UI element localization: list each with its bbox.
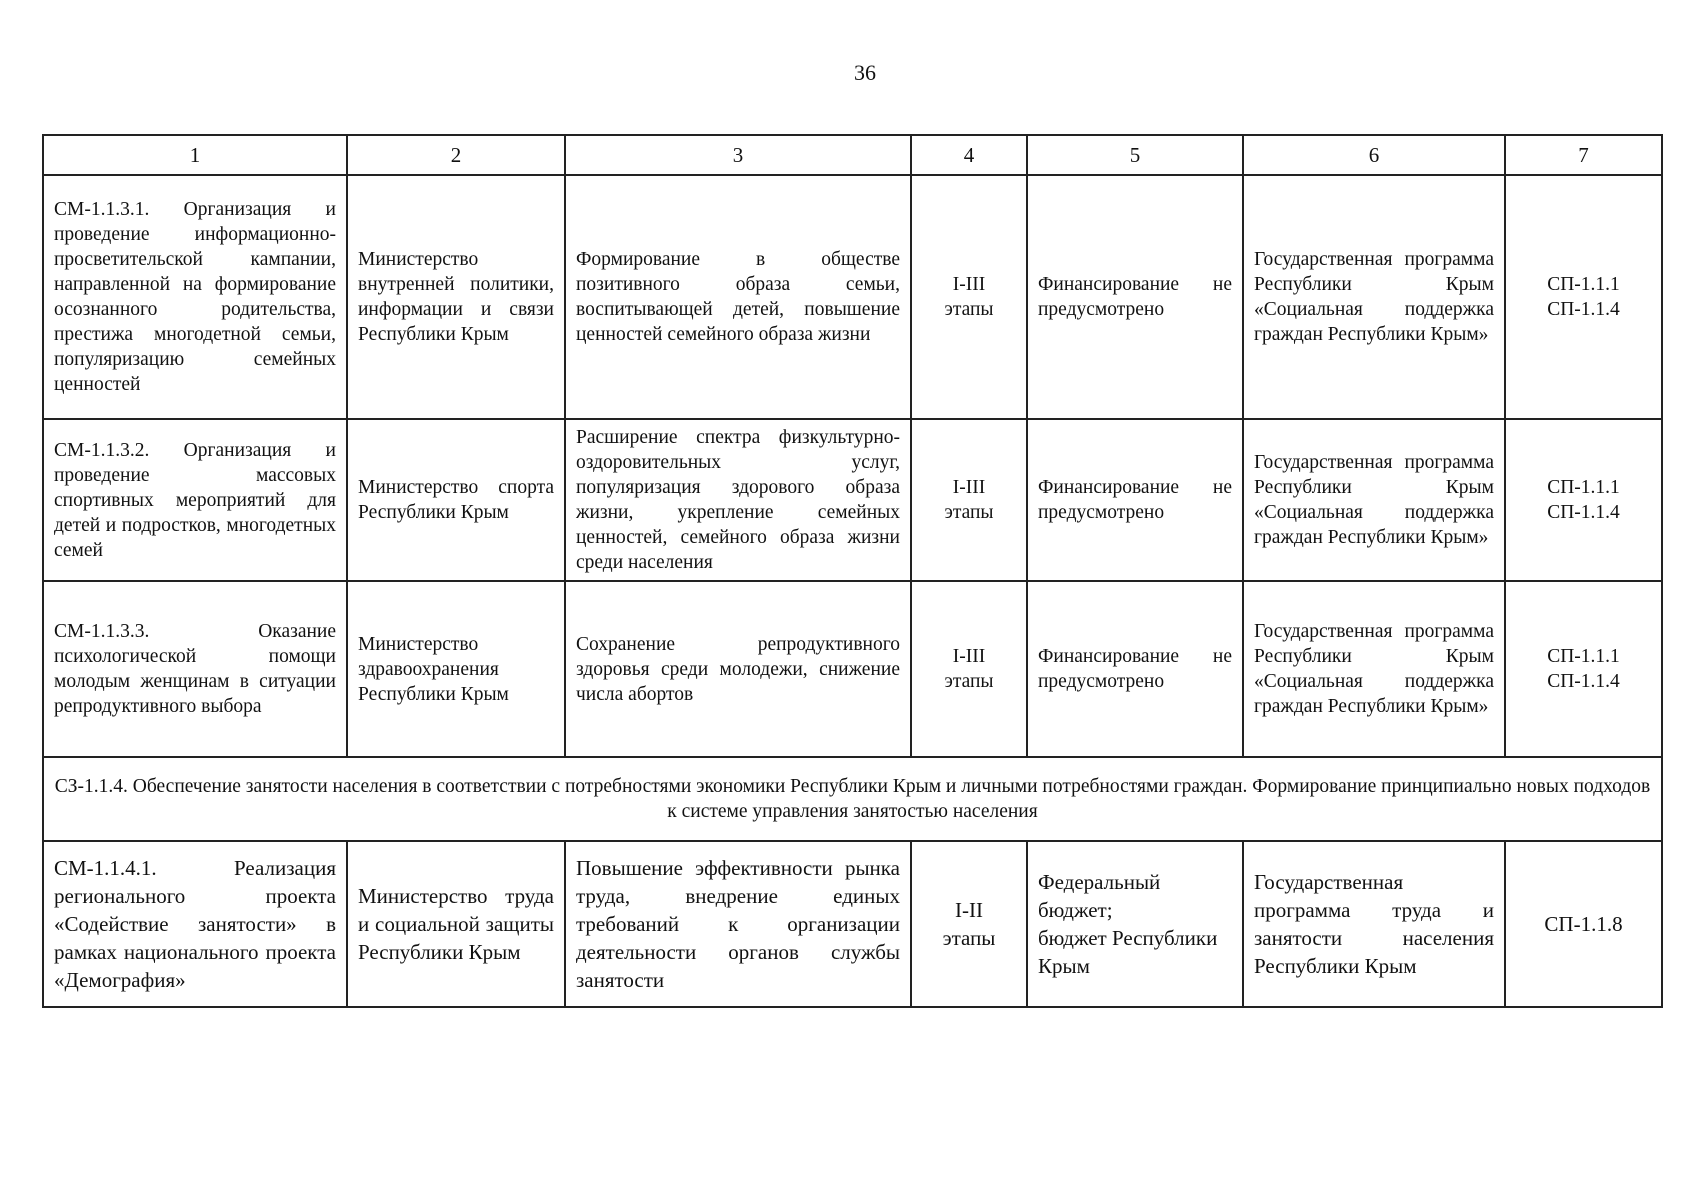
- measure-cell: СМ-1.1.3.1. Организация и проведение информационно-просветительской кампании, направленной на формирование осознанного родительства, престижа многодетной семьи, популяризацию семейных ценностей: [43, 175, 347, 419]
- executor-cell: Министерство внутренней политики, информации и связи Республики Крым: [347, 175, 565, 419]
- executor-cell: Министерство здравоохранения Республики Крым: [347, 581, 565, 757]
- stage-label: этапы: [944, 299, 994, 320]
- codes-cell: [1505, 419, 1662, 581]
- page-number: 36: [854, 60, 876, 85]
- section-row: [43, 757, 1662, 841]
- code: СП-1.1.4: [1547, 671, 1620, 692]
- measure-cell: СМ-1.1.3.2. Организация и проведение массовых спортивных мероприятий для детей и подростков, многодетных семей: [43, 419, 347, 581]
- result-cell: Сохранение репродуктивного здоровья среди молодежи, снижение числа абортов: [565, 581, 911, 757]
- header-row: [43, 135, 1662, 175]
- code: СП-1.1.1: [1547, 477, 1620, 498]
- measure-cell: СМ-1.1.3.3. Оказание психологической помощи молодым женщинам в ситуации репродуктивного выбора: [43, 581, 347, 757]
- stage-range: I-III: [952, 274, 986, 295]
- header-cell: 1: [43, 135, 347, 175]
- stage-cell: [911, 581, 1027, 757]
- stage-range: I-II: [955, 898, 983, 922]
- result-cell: Повышение эффективности рынка труда, внедрение единых требований к организации деятельности органов службы занятости: [565, 841, 911, 1007]
- stage-label: этапы: [944, 671, 994, 692]
- stage-label: этапы: [942, 926, 996, 950]
- table-row: [43, 175, 1662, 419]
- executor-cell: Министерство труда и социальной защиты Республики Крым: [347, 841, 565, 1007]
- codes-cell: [1505, 175, 1662, 419]
- funding-line: Федеральный бюджет;: [1038, 870, 1161, 922]
- funding-cell: Финансирование не предусмотрено: [1027, 175, 1243, 419]
- codes-cell: [1505, 581, 1662, 757]
- code: СП-1.1.1: [1547, 274, 1620, 295]
- table-row: [43, 581, 1662, 757]
- header-cell: 7: [1505, 135, 1662, 175]
- stage-cell: [911, 175, 1027, 419]
- stage-range: I-III: [952, 646, 986, 667]
- stage-cell: [911, 841, 1027, 1007]
- funding-line: бюджет Республики Крым: [1038, 926, 1218, 978]
- measure-cell: СМ-1.1.4.1. Реализация регионального проекта «Содействие занятости» в рамках национального проекта «Демография»: [43, 841, 347, 1007]
- stage-label: этапы: [944, 502, 994, 523]
- table-row: [43, 841, 1662, 1007]
- program-cell: Государственная программа Республики Крым «Социальная поддержка граждан Республики Крым»: [1243, 419, 1505, 581]
- codes-cell: [1505, 841, 1662, 1007]
- measures-table: [42, 134, 1663, 1008]
- result-cell: Расширение спектра физкультурно-оздоровительных услуг, популяризация здорового образа жизни, укрепление семейных ценностей, семейного образа жизни среди населения: [565, 419, 911, 581]
- funding-cell: Финансирование не предусмотрено: [1027, 581, 1243, 757]
- header-cell: 3: [565, 135, 911, 175]
- executor-cell: Министерство спорта Республики Крым: [347, 419, 565, 581]
- section-heading: СЗ-1.1.4. Обеспечение занятости населения в соответствии с потребностями экономики Республики Крым и личными потребностями граждан. Формирование принципиально новых подходов к системе управления занятостью населения: [43, 757, 1662, 841]
- stage-cell: [911, 419, 1027, 581]
- funding-cell: [1027, 841, 1243, 1007]
- code: СП-1.1.1: [1547, 646, 1620, 667]
- program-cell: Государственная программа Республики Крым «Социальная поддержка граждан Республики Крым»: [1243, 175, 1505, 419]
- header-cell: 5: [1027, 135, 1243, 175]
- result-cell: Формирование в обществе позитивного образа семьи, воспитывающей детей, повышение ценностей семейного образа жизни: [565, 175, 911, 419]
- code: СП-1.1.4: [1547, 299, 1620, 320]
- code: СП-1.1.8: [1544, 912, 1623, 936]
- header-cell: 4: [911, 135, 1027, 175]
- stage-range: I-III: [952, 477, 986, 498]
- program-cell: Государственная программа Республики Крым «Социальная поддержка граждан Республики Крым»: [1243, 581, 1505, 757]
- code: СП-1.1.4: [1547, 502, 1620, 523]
- table-row: [43, 419, 1662, 581]
- header-cell: 2: [347, 135, 565, 175]
- funding-cell: Финансирование не предусмотрено: [1027, 419, 1243, 581]
- program-cell: Государственная программа труда и занятости населения Республики Крым: [1243, 841, 1505, 1007]
- header-cell: 6: [1243, 135, 1505, 175]
